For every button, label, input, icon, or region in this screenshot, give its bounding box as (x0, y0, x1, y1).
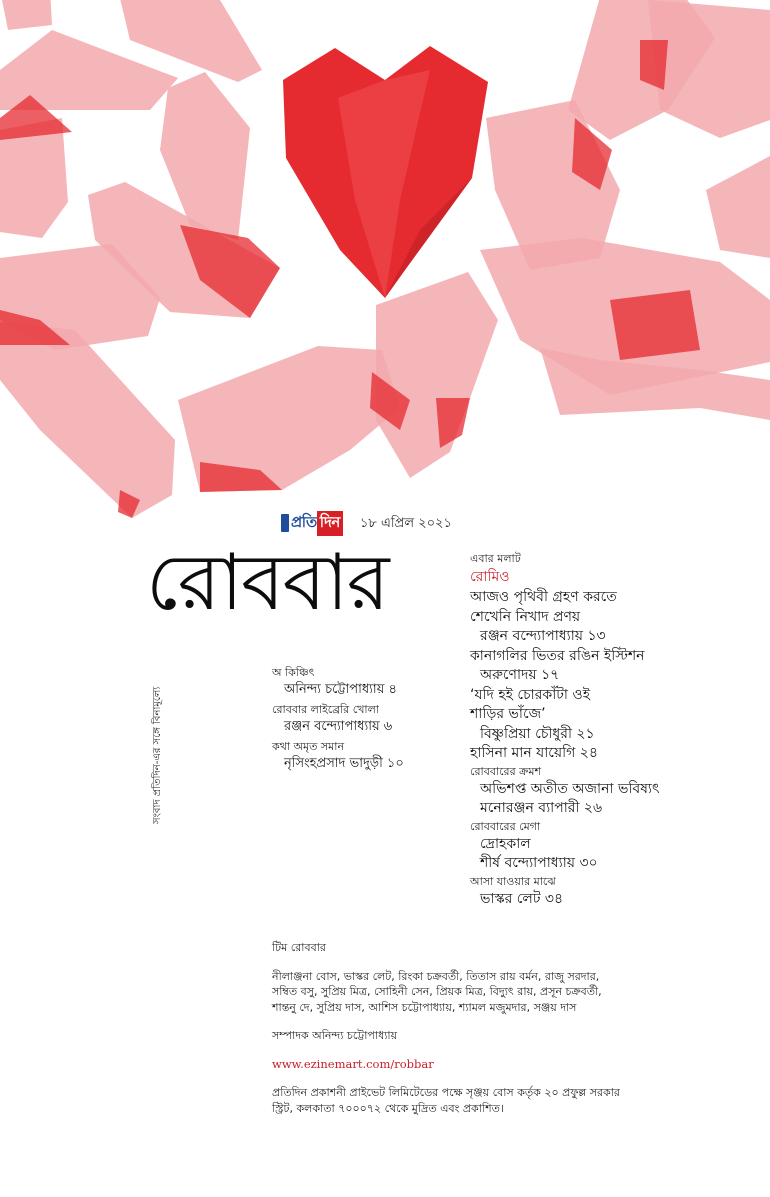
section-label: অ কিঞ্চিৎ (272, 666, 315, 679)
cover-illustration (0, 0, 770, 520)
logo-text-part1: প্রতি (291, 512, 317, 531)
section-label: রোববারের ক্রমশ (470, 764, 541, 778)
section-label: কথা অমৃত সমান (272, 740, 345, 753)
contents-line: আজও পৃথিবী গ্রহণ করতে (470, 589, 617, 605)
team-label: টিম রোববার (272, 941, 326, 954)
contents-entry: অনিন্দ্য চট্টোপাধ্যায় ৪ (284, 682, 397, 697)
editor-credit: সম্পাদক অনিন্দ্য চট্টোপাধ্যায় (272, 1029, 398, 1042)
imprint-line: স্ট্রিট, কলকাতা ৭০০০৭২ থেকে মুদ্রিত এবং প্রকাশিত। (272, 1101, 504, 1115)
team-members: শান্তনু দে, সুপ্রিয় দাস, আশিস চট্টোপাধ্যায়, শ্যামল মজুমদার, সঞ্জয় দাস (272, 1000, 577, 1014)
section-label: রোববার লাইব্রেরি খোলা (272, 703, 379, 716)
contents-line: কানাগলির ভিতর রঙিন ইস্টিশন (470, 647, 645, 664)
contents-author: অরুণোদয় ১৭ (480, 667, 560, 683)
right-contents (470, 551, 659, 909)
website-link[interactable]: www.ezinemart.com/robbar (272, 1056, 434, 1071)
team-members: সম্বিত বসু, সুপ্রিয় মিত্র, সোহিনী সেন, প্রিয়ক মিত্র, বিদ্যুৎ রায়, প্রসূন চক্রবর্তী, (272, 985, 602, 998)
cover-title: রোমিও (470, 569, 510, 585)
credits-footer (272, 940, 620, 1116)
contents-line: অভিশপ্ত অতীত অজানা ভবিষ্যৎ (480, 780, 660, 797)
contents-line: ‘যদি হই চোরকাঁটা ওই (470, 686, 590, 703)
masthead-title: রোববার (146, 538, 388, 628)
vertical-note: সংবাদ প্রতিদিন-এর সঙ্গে বিনামূল্যে (152, 686, 163, 824)
imprint-line: প্রতিদিন প্রকাশনী প্রাইভেট লিমিটেডের পক্ষে সৃঞ্জয় বোস কর্তৃক ২০ প্রফুল্ল সরকার (272, 1086, 620, 1099)
heart-icon (283, 46, 488, 298)
petal-shape (706, 156, 770, 258)
contents-author: ভাস্কর লেট ৩৪ (480, 890, 564, 907)
petal-overlap (610, 290, 700, 360)
contents-author: রঞ্জন বন্দ্যোপাধ্যায় ১৩ (480, 628, 606, 644)
section-label: আসা যাওয়ার মাঝে (470, 874, 556, 888)
cover-label: এবার মলাট (470, 552, 521, 565)
logo-text-part2: দিন (317, 511, 343, 536)
contents-line: শেখেনি নিখাদ প্রণয় (470, 608, 581, 625)
petal-shape (648, 0, 770, 138)
contents-entry: নৃসিংহপ্রসাদ ভাদুড়ী ১০ (284, 756, 404, 771)
issue-date: ১৮ এপ্রিল ২০২১ (360, 516, 452, 531)
contents-line: হাসিনা মান যায়েগি ২৪ (470, 745, 598, 761)
section-label: রোববারের মেগা (470, 819, 541, 833)
contents-author: শীর্ষ বন্দ্যোপাধ্যায় ৩০ (480, 855, 598, 871)
left-contents (272, 665, 404, 776)
contents-author: বিষ্ণুপ্রিয়া চৌধুরী ২১ (480, 725, 595, 742)
contents-author: মনোরঞ্জন ব্যাপারী ২৬ (480, 800, 603, 816)
petal-shape (0, 0, 52, 30)
contents-line: দ্রোহকাল (480, 835, 531, 852)
petal-shape (376, 272, 498, 478)
petal-shape (0, 322, 175, 518)
contents-line: শাড়ির ভাঁজে’ (470, 706, 546, 722)
team-members: নীলাঞ্জনা বোস, ভাস্কর লেট, রিংকা চক্রবর্তী, তিতাস রায় বর্মন, রাজু সরদার, (272, 969, 600, 983)
contents-entry: রঞ্জন বন্দ্যোপাধ্যায় ৬ (284, 719, 393, 734)
